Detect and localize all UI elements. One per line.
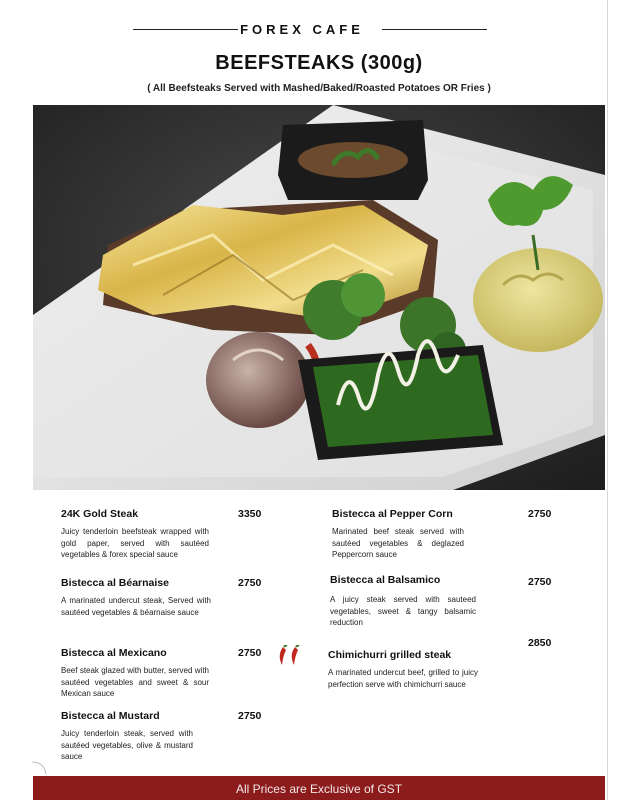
item-name: 24K Gold Steak: [61, 508, 139, 520]
brand-header: [0, 22, 638, 42]
item-price: 2750: [238, 577, 262, 589]
footer-banner: [33, 776, 605, 800]
brand-name: FOREX CAFE: [240, 22, 364, 37]
menu-item: [328, 637, 557, 690]
item-description: Marinated beef steak served with sautéed vegetables & deglazed Peppercorn sauce: [332, 527, 464, 559]
item-description: A marinated undercut beef, grilled to juicy perfection serve with chimichurri sauce: [328, 668, 478, 689]
menu-item: [61, 647, 266, 700]
item-name: Bistecca al Pepper Corn: [332, 508, 453, 520]
chili-pepper-icon: [278, 645, 304, 672]
steak-plate-photo: [33, 105, 605, 490]
section-title: BEEFSTEAKS (300g): [215, 52, 423, 74]
menu-item: [61, 577, 266, 618]
footer-gst-note: All Prices are Exclusive of GST: [235, 782, 403, 796]
item-price: 2750: [528, 576, 552, 588]
item-price: 2750: [238, 710, 262, 722]
item-name: Bistecca al Balsamico: [330, 574, 441, 586]
menu-item: [61, 508, 266, 561]
item-name: Chimichurri grilled steak: [328, 649, 452, 661]
item-description: Juicy tenderloin beefsteak wrapped with gold paper, served with sautéed vegetables & forex special sauce: [61, 527, 209, 559]
item-name: Bistecca al Mexicano: [61, 647, 167, 659]
item-description: A marinated undercut steak, Served with sautéed vegetables & béarnaise sauce: [61, 596, 211, 617]
brand-rule-right: [382, 29, 487, 30]
item-name: Bistecca al Béarnaise: [61, 577, 169, 589]
item-description: Juicy tenderloin steak, served with sautéed vegetables, olive & mustard sauce: [61, 729, 193, 761]
steak-plate-illustration: [33, 105, 605, 490]
item-price: 3350: [238, 508, 262, 520]
menu-item: [61, 710, 266, 763]
item-price: 2750: [528, 508, 552, 520]
item-description: Beef steak glazed with butter, served with sautéed vegetables and sweet & sour Mexican sauce: [61, 666, 209, 698]
item-price: 2750: [238, 647, 262, 659]
menu-item: [330, 574, 557, 629]
section-subtitle: ( All Beefsteaks Served with Mashed/Baked/Roasted Potatoes OR Fries ): [147, 83, 491, 94]
item-price: 2850: [528, 637, 552, 649]
page-edge: [607, 0, 608, 800]
item-description: A juicy steak served with sauteed vegetables, sweet & tangy balsamic reduction: [330, 595, 476, 627]
menu-item: [332, 508, 557, 561]
item-name: Bistecca al Mustard: [61, 710, 160, 722]
